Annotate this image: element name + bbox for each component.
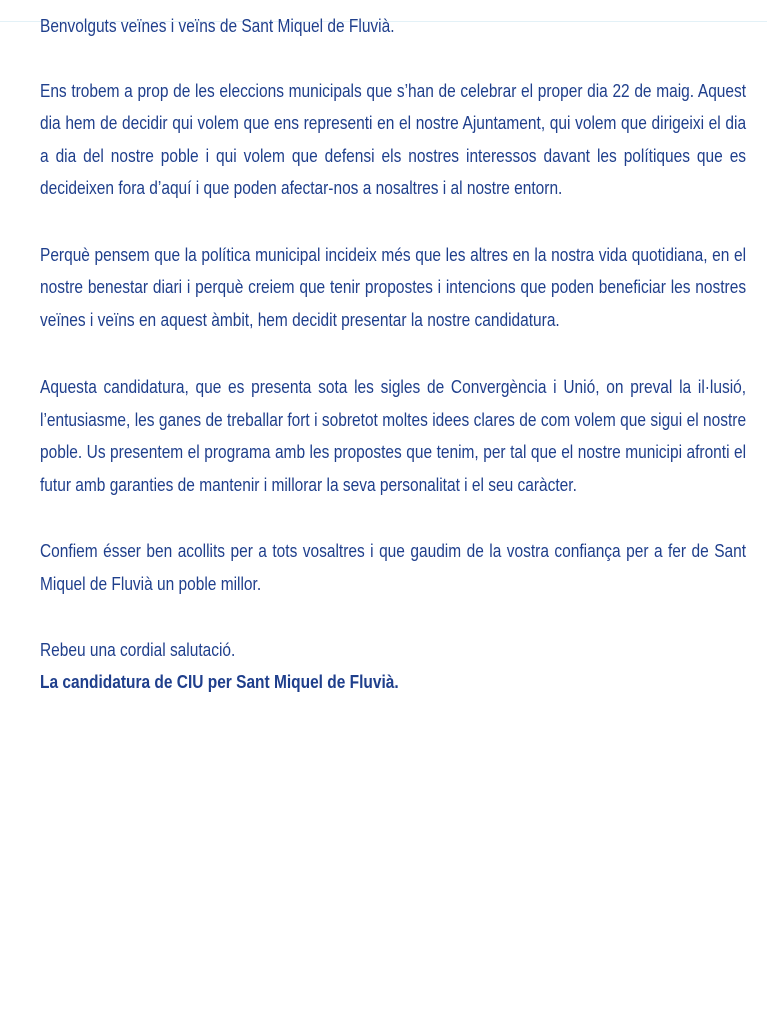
letter-signature: La candidatura de CIU per Sant Miquel de Fluvià. — [40, 672, 399, 692]
paragraph-municipal-politics: Perquè pensem que la política municipal incideix més que les altres en la nostra vida quotidiana, en el nostre benestar diari i perquè creiem que tenir propostes i intencions que poden beneficiar les nostres veïnes i veïns en aquest àmbit, hem decidit presentar la nostre candidatura. — [40, 244, 747, 330]
paragraph-candidacy: Aquesta candidatura, que es presenta sota les sigles de Convergència i Unió, on preval la il·lusió, l’entusiasme, les ganes de treballar fort i sobretot moltes idees clares de com volem que sigui el nostre poble. Us presentem el programa amb les propostes que tenim, per tal que el nostre municipi afronti el futur amb garanties de mantenir i millorar la seva personalitat i el seu caràcter. — [40, 377, 747, 495]
letter-closing: Rebeu una cordial salutació. — [40, 640, 236, 660]
letter-body — [40, 10, 746, 698]
paragraph-elections: Ens trobem a prop de les eleccions municipals que s’han de celebrar el proper dia 22 de maig. Aquest dia hem de decidir qui volem que ens representi en el nostre Ajuntament, qui volem que dirigeixi el dia a dia del nostre poble i qui volem que defensi els nostres interessos davant les polítiques que es decideixen fora d’aquí i que poden afectar-nos a nosaltres i al nostre entorn. — [40, 80, 747, 198]
letter-greeting: Benvolguts veïnes i veïns de Sant Miquel de Fluvià. — [40, 16, 395, 36]
paragraph-trust: Confiem ésser ben acollits per a tots vosaltres i que gaudim de la vostra confiança per a fer de Sant Miquel de Fluvià un poble millor. — [40, 541, 747, 594]
